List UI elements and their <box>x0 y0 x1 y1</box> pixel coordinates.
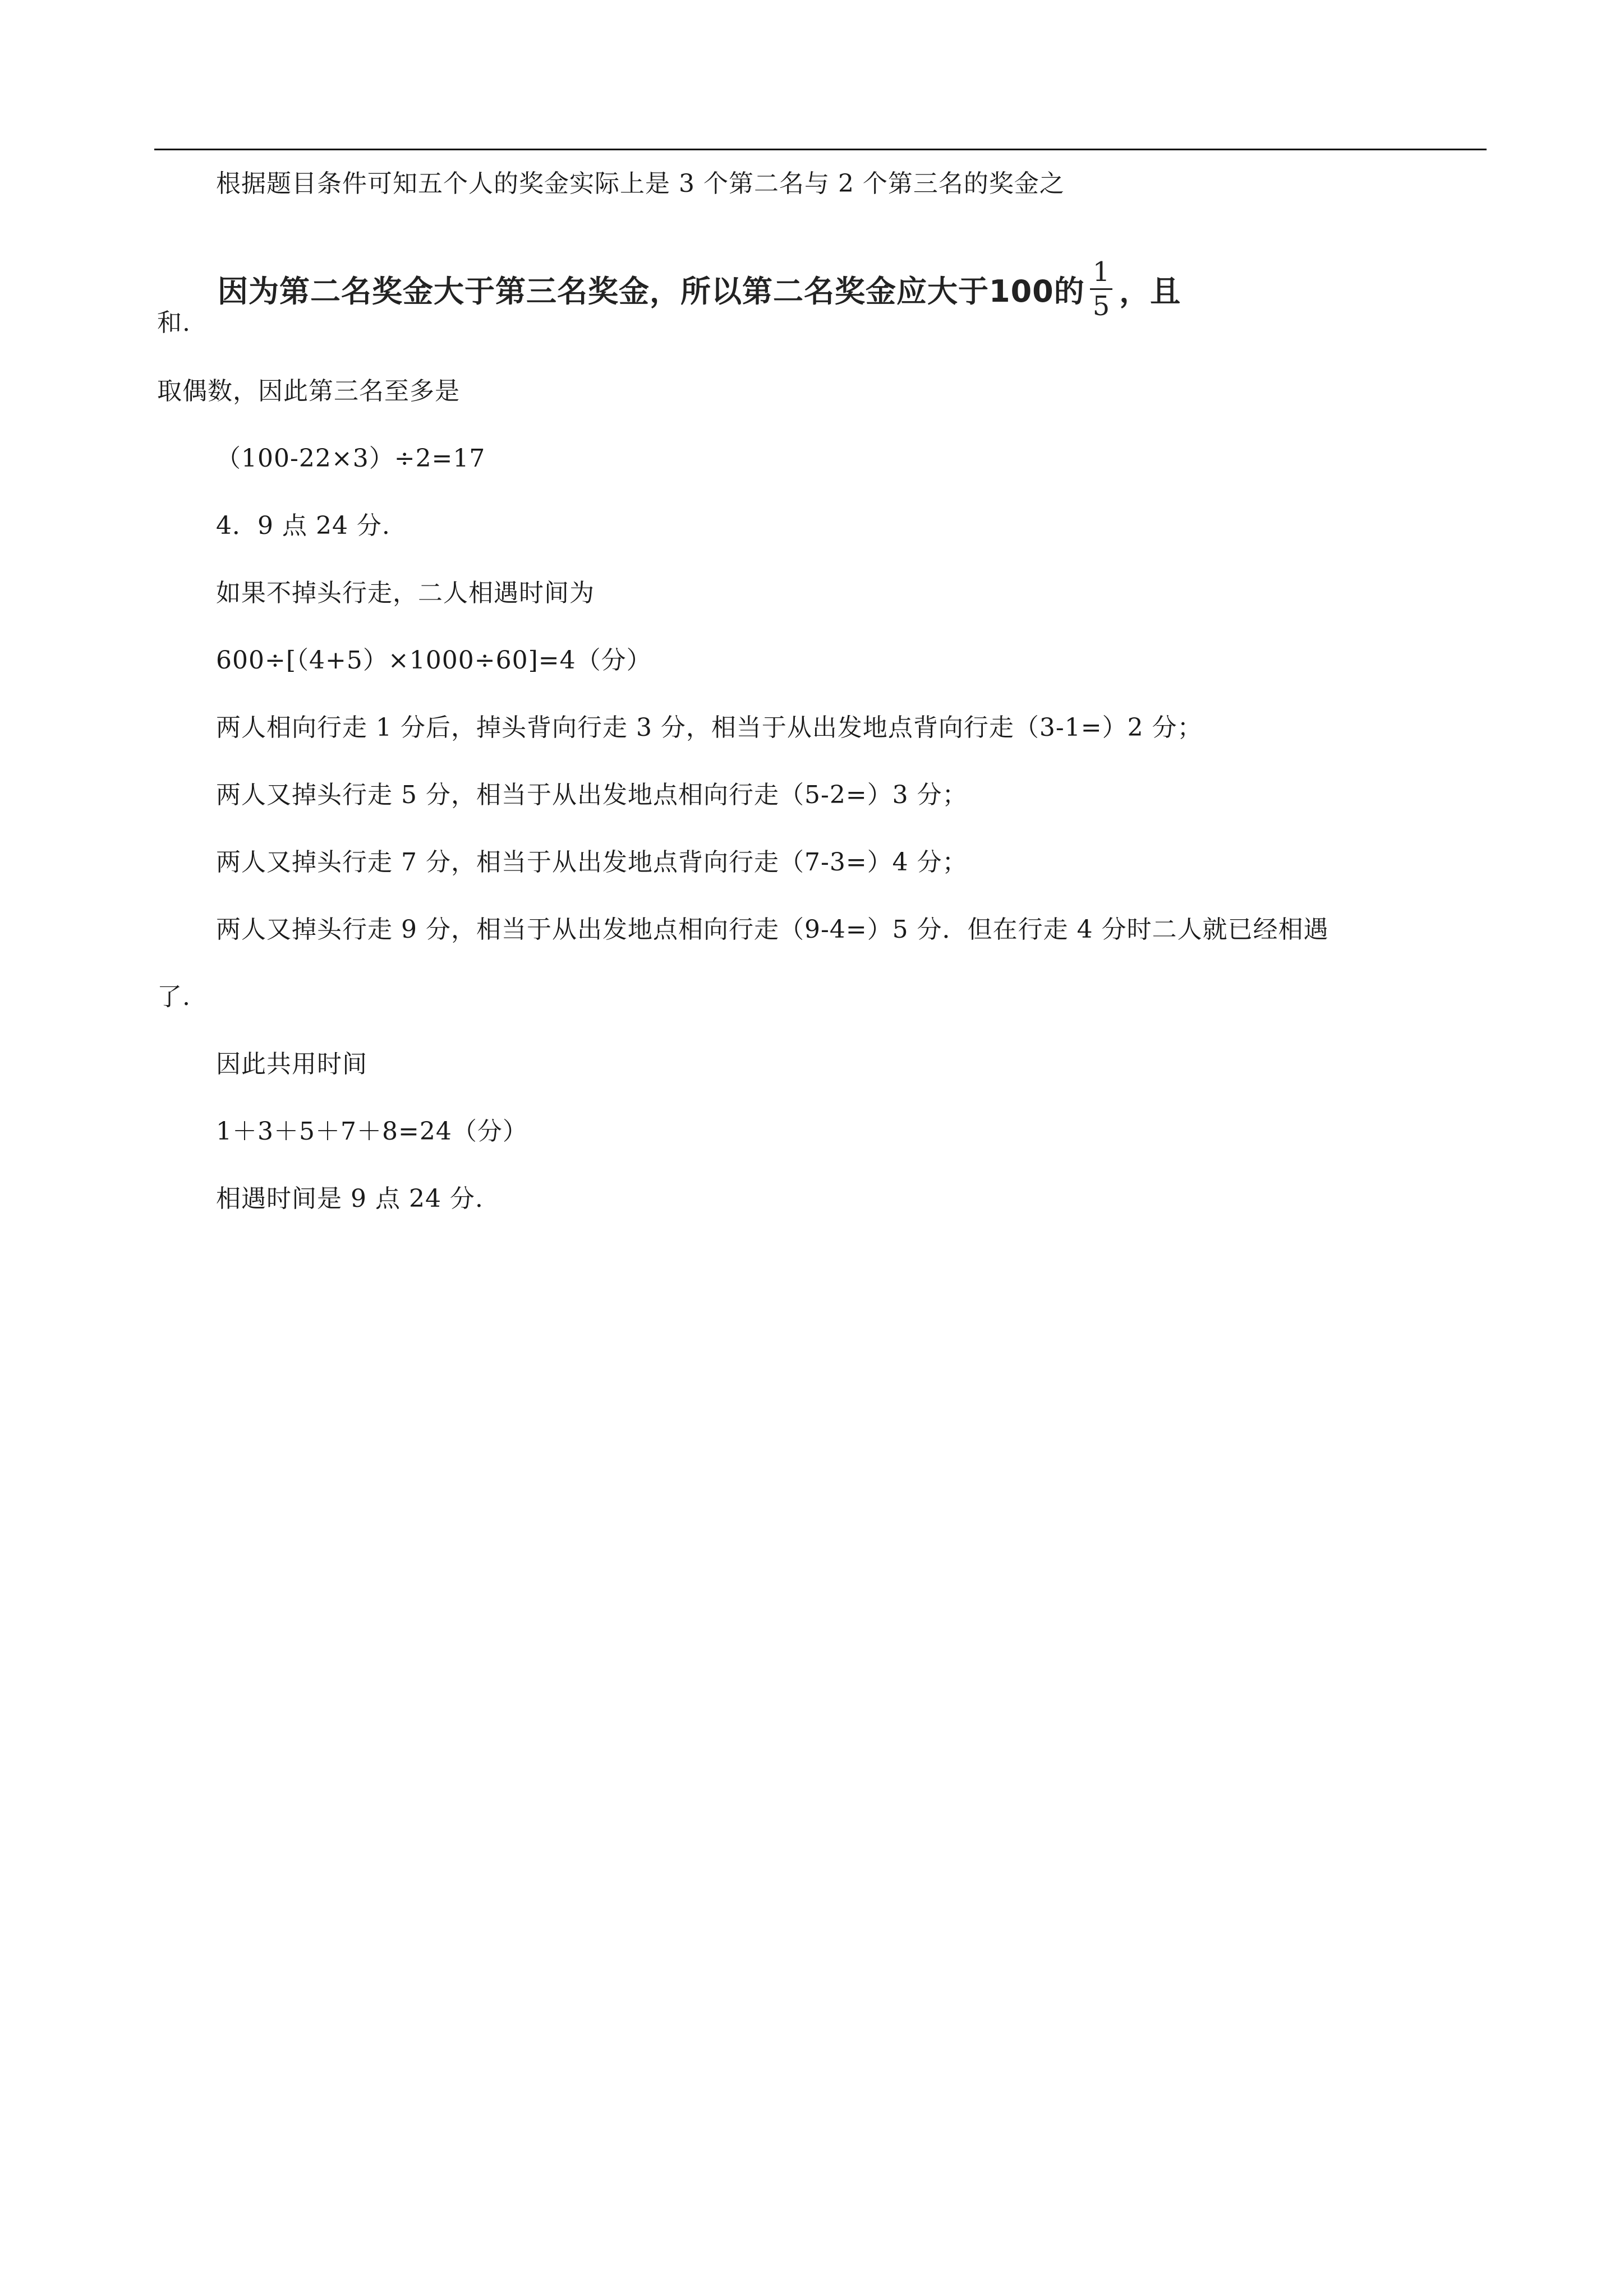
embedded-formula-image <box>218 247 1181 331</box>
text-line: 取偶数，因此第三名至多是 <box>157 377 460 405</box>
fraction <box>1089 257 1114 321</box>
fraction-denominator: 5 <box>1092 290 1111 322</box>
text-line: 两人又掉头行走 5 分，相当于从出发地点相向行走（5-2=）3 分； <box>216 781 968 809</box>
formula-text-tail: ，且 <box>1119 273 1181 309</box>
header-rule <box>154 149 1487 150</box>
text-line: 两人相向行走 1 分后，掉头背向行走 3 分，相当于从出发地点背向行走（3-1=）2 分； <box>216 713 1203 742</box>
text-line: 相遇时间是 9 点 24 分. <box>216 1184 484 1213</box>
text-line: 两人又掉头行走 9 分，相当于从出发地点相向行走（9-4=）5 分．但在行走 4 分时二人就已经相遇 <box>216 915 1329 944</box>
text-line: 了. <box>157 983 191 1011</box>
text-line: 如果不掉头行走，二人相遇时间为 <box>216 579 595 607</box>
answer-heading: 4．9 点 24 分. <box>216 511 390 540</box>
fraction-bar <box>1090 288 1112 290</box>
text-line: 因此共用时间 <box>216 1050 367 1078</box>
text-line: 和. <box>157 308 191 337</box>
text-line: 根据题目条件可知五个人的奖金实际上是 3 个第二名与 2 个第三名的奖金之 <box>216 169 1065 198</box>
equation-line: 600÷[（4+5）×1000÷60]=4（分） <box>216 646 652 675</box>
formula-text: 因为第二名奖金大于第三名奖金，所以第二名奖金应大于100的 <box>218 273 1085 309</box>
equation-line: 1＋3＋5＋7＋8=24（分） <box>216 1117 528 1146</box>
text-line: 两人又掉头行走 7 分，相当于从出发地点背向行走（7-3=）4 分； <box>216 848 968 877</box>
fraction-numerator: 1 <box>1092 256 1111 288</box>
equation-line: （100-22×3）÷2=17 <box>216 444 486 473</box>
